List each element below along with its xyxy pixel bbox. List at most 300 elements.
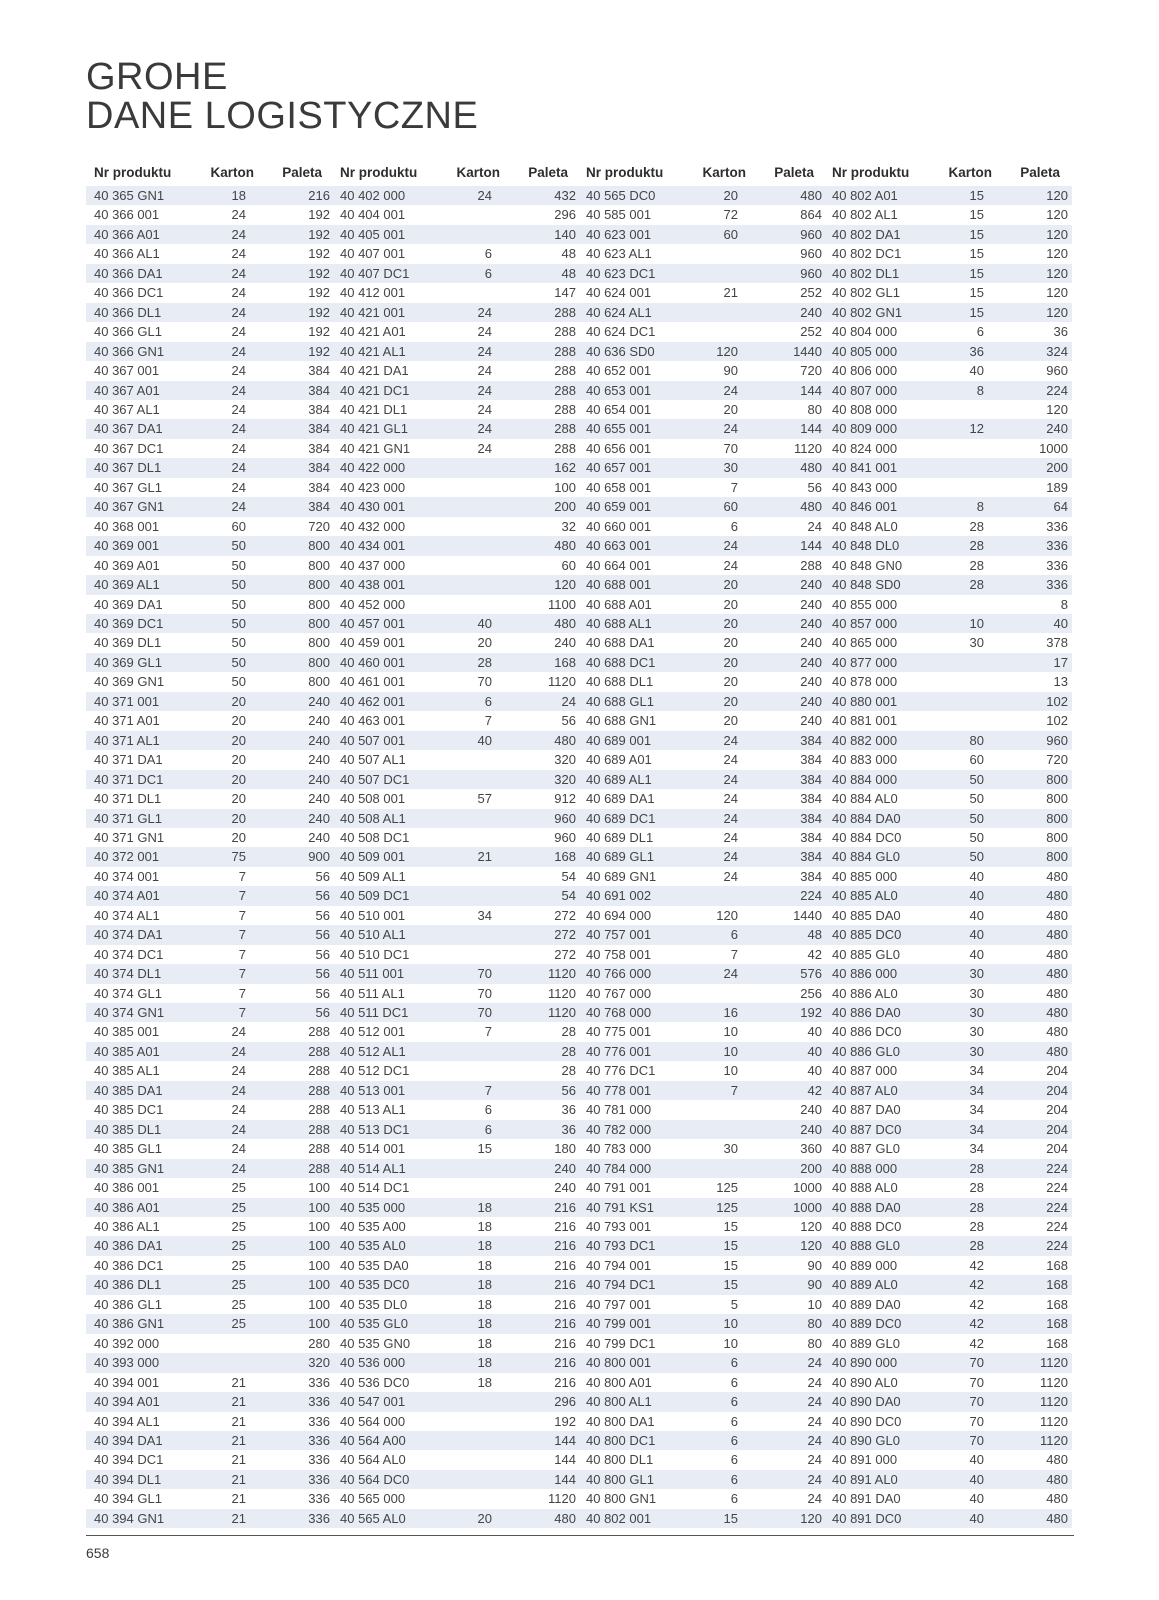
karton-cell [686, 244, 746, 263]
paleta-cell: 42 [746, 1081, 826, 1100]
table-row [332, 1314, 580, 1333]
paleta-cell: 1100 [548, 596, 576, 612]
header-product: Nr produktu [832, 165, 910, 180]
table-row [824, 1450, 1072, 1469]
product-number-cell: 40 784 000 [578, 1159, 686, 1178]
product-number-cell: 40 366 AL1 [94, 246, 160, 262]
paleta-cell: 1000 [793, 1180, 822, 1196]
karton-cell: 42 [932, 1314, 992, 1333]
karton-cell: 50 [932, 809, 992, 828]
paleta-cell: 800 [308, 674, 330, 690]
paleta-cell: 240 [746, 614, 826, 633]
karton-cell: 34 [969, 1141, 984, 1157]
paleta-cell: 36 [561, 1102, 576, 1118]
paleta-cell: 288 [500, 342, 580, 361]
karton-cell [686, 1159, 746, 1178]
karton-cell: 24 [686, 536, 746, 555]
karton-cell: 24 [231, 1063, 246, 1079]
karton-cell: 6 [686, 1431, 746, 1450]
karton-cell: 24 [194, 225, 254, 244]
table-row [86, 828, 334, 847]
karton-cell: 24 [686, 419, 746, 438]
paleta-cell: 800 [1046, 791, 1068, 807]
karton-cell: 7 [194, 1003, 254, 1022]
product-number-cell: 40 366 GL1 [94, 324, 162, 340]
table-row [824, 809, 1072, 828]
table-row [824, 575, 1072, 594]
product-number-cell: 40 688 DA1 [586, 635, 655, 651]
table-row [824, 867, 1072, 886]
paleta-cell: 480 [746, 186, 826, 205]
paleta-cell: 56 [807, 479, 822, 495]
table-row [86, 1022, 334, 1041]
paleta-cell: 1120 [548, 674, 576, 690]
title-line-1: GROHE [86, 56, 228, 98]
table-row [332, 536, 580, 555]
product-number-cell: 40 367 GN1 [86, 497, 194, 516]
karton-cell [440, 1178, 500, 1197]
product-number-cell: 40 782 000 [578, 1120, 686, 1139]
product-number-cell: 40 394 001 [94, 1374, 160, 1390]
karton-cell [932, 653, 992, 672]
table-row [332, 1450, 580, 1469]
table-row [578, 1022, 826, 1041]
paleta-cell: 960 [746, 225, 826, 244]
paleta-cell: 192 [254, 225, 334, 244]
product-number-cell: 40 808 000 [832, 401, 898, 417]
table-row [332, 419, 580, 438]
paleta-cell: 480 [992, 886, 1072, 905]
paleta-cell: 100 [308, 1180, 330, 1196]
table-row [86, 809, 334, 828]
product-number-cell: 40 536 DC0 [340, 1374, 410, 1390]
karton-cell [440, 283, 500, 302]
product-number-cell: 40 535 GN0 [340, 1335, 411, 1351]
paleta-cell: 1120 [548, 1491, 576, 1507]
karton-cell: 7 [730, 946, 738, 962]
karton-cell: 20 [231, 752, 246, 768]
product-number-cell: 40 624 001 [586, 285, 652, 301]
product-number-cell: 40 887 AL0 [824, 1081, 932, 1100]
karton-cell [932, 595, 992, 614]
header-paleta: Paleta [1020, 165, 1060, 180]
product-number-cell: 40 374 A01 [86, 886, 194, 905]
product-number-cell: 40 509 001 [332, 847, 440, 866]
karton-cell [932, 400, 992, 419]
product-number-cell: 40 371 AL1 [86, 731, 194, 750]
product-number-cell: 40 394 DC1 [94, 1452, 164, 1468]
product-number-cell: 40 535 AL0 [332, 1236, 440, 1255]
paleta-cell: 56 [254, 925, 334, 944]
product-number-cell: 40 794 001 [586, 1257, 652, 1273]
paleta-cell: 480 [992, 1003, 1072, 1022]
karton-cell: 42 [969, 1335, 984, 1351]
paleta-cell: 216 [254, 186, 334, 205]
karton-cell: 28 [932, 1236, 992, 1255]
karton-cell: 20 [723, 635, 738, 651]
product-number-cell: 40 660 001 [586, 518, 652, 534]
paleta-cell: 384 [746, 731, 826, 750]
product-number-cell: 40 766 000 [578, 964, 686, 983]
paleta-cell: 480 [1046, 868, 1068, 884]
table-row [578, 1412, 826, 1431]
table-row [332, 1120, 580, 1139]
product-number-cell: 40 887 000 [832, 1063, 898, 1079]
paleta-cell: 320 [554, 752, 576, 768]
table-row [86, 1159, 334, 1178]
karton-cell: 7 [238, 907, 246, 923]
table-row [824, 264, 1072, 283]
paleta-cell: 56 [500, 1081, 580, 1100]
paleta-cell: 56 [315, 946, 330, 962]
product-number-cell: 40 878 000 [832, 674, 898, 690]
product-number-cell: 40 778 001 [578, 1081, 686, 1100]
paleta-cell: 144 [500, 1431, 580, 1450]
product-number-cell: 40 535 000 [332, 1198, 440, 1217]
table-row [332, 244, 580, 263]
karton-cell [440, 1159, 500, 1178]
product-number-cell: 40 513 AL1 [340, 1102, 406, 1118]
table-row [86, 633, 334, 652]
karton-cell: 50 [231, 557, 246, 573]
product-number-cell: 40 800 DL1 [586, 1452, 654, 1468]
page-title [86, 58, 478, 136]
table-row [86, 458, 334, 477]
karton-cell: 6 [730, 1452, 738, 1468]
product-number-cell: 40 564 000 [340, 1413, 406, 1429]
table-row [824, 1081, 1072, 1100]
product-number-cell: 40 800 A01 [586, 1374, 652, 1390]
paleta-cell: 240 [254, 770, 334, 789]
table-row [578, 886, 826, 905]
karton-cell: 50 [231, 596, 246, 612]
paleta-cell: 80 [807, 401, 822, 417]
product-number-cell: 40 452 000 [340, 596, 406, 612]
product-number-cell: 40 689 A01 [586, 752, 652, 768]
karton-cell: 20 [231, 829, 246, 845]
karton-cell: 24 [231, 1024, 246, 1040]
paleta-cell: 216 [500, 1198, 580, 1217]
karton-cell [194, 1353, 254, 1372]
paleta-cell: 272 [554, 907, 576, 923]
product-number-cell: 40 758 001 [586, 946, 652, 962]
paleta-cell: 224 [992, 1198, 1072, 1217]
table-row [578, 1100, 826, 1119]
product-number-cell: 40 624 AL1 [578, 303, 686, 322]
product-number-cell: 40 884 AL0 [832, 791, 898, 807]
product-number-cell: 40 824 000 [832, 440, 898, 456]
product-number-cell: 40 405 001 [332, 225, 440, 244]
paleta-cell: 864 [800, 207, 822, 223]
paleta-cell: 240 [308, 791, 330, 807]
header-paleta: Paleta [528, 165, 568, 180]
table-row [332, 322, 580, 341]
table-row [332, 1159, 580, 1178]
product-number-cell: 40 421 001 [332, 303, 440, 322]
paleta-cell: 800 [1046, 829, 1068, 845]
paleta-cell: 1120 [548, 985, 576, 1001]
karton-cell: 10 [932, 614, 992, 633]
table-row [332, 381, 580, 400]
product-number-cell: 40 366 DC1 [94, 285, 164, 301]
product-number-cell: 40 366 001 [94, 207, 160, 223]
paleta-cell: 288 [800, 557, 822, 573]
product-number-cell: 40 386 A01 [86, 1198, 194, 1217]
paleta-cell: 800 [308, 635, 330, 651]
header-karton: Karton [210, 165, 254, 180]
paleta-cell: 240 [746, 1120, 826, 1139]
product-number-cell: 40 883 000 [832, 752, 898, 768]
table-row [332, 439, 580, 458]
paleta-cell: 240 [800, 674, 822, 690]
paleta-cell: 384 [746, 809, 826, 828]
table-row [578, 692, 826, 711]
product-number-cell: 40 457 001 [332, 614, 440, 633]
table-row [86, 789, 334, 808]
paleta-cell: 960 [1046, 363, 1068, 379]
paleta-cell: 576 [746, 964, 826, 983]
karton-cell: 20 [723, 674, 738, 690]
product-number-cell: 40 585 001 [586, 207, 652, 223]
karton-cell: 15 [477, 1141, 492, 1157]
karton-cell: 10 [723, 1063, 738, 1079]
karton-cell: 24 [194, 303, 254, 322]
paleta-cell: 960 [500, 809, 580, 828]
karton-cell: 24 [723, 791, 738, 807]
product-number-cell: 40 691 002 [578, 886, 686, 905]
paleta-cell: 90 [746, 1275, 826, 1294]
paleta-cell: 480 [500, 1509, 580, 1528]
karton-cell: 7 [194, 925, 254, 944]
table-row [332, 945, 580, 964]
table-row [578, 1353, 826, 1372]
karton-cell: 20 [686, 614, 746, 633]
table-row [86, 750, 334, 769]
product-number-cell: 40 407 DC1 [332, 264, 440, 283]
karton-cell: 6 [976, 324, 984, 340]
paleta-cell: 384 [746, 770, 826, 789]
karton-cell: 50 [932, 770, 992, 789]
product-number-cell: 40 767 000 [586, 985, 652, 1001]
table-row [86, 1042, 334, 1061]
product-number-cell: 40 799 001 [578, 1314, 686, 1333]
product-number-cell: 40 799 DC1 [586, 1335, 656, 1351]
product-number-cell: 40 884 000 [824, 770, 932, 789]
paleta-cell: 100 [308, 1257, 330, 1273]
table-row [86, 1120, 334, 1139]
paleta-cell: 168 [1046, 1257, 1068, 1273]
paleta-cell: 54 [561, 868, 576, 884]
table-row [332, 750, 580, 769]
karton-cell: 50 [969, 829, 984, 845]
paleta-cell: 64 [992, 497, 1072, 516]
product-number-cell: 40 434 001 [332, 536, 440, 555]
table-row [332, 711, 580, 730]
product-number-cell: 40 514 AL1 [332, 1159, 440, 1178]
karton-cell: 34 [969, 1063, 984, 1079]
product-number-cell: 40 623 001 [578, 225, 686, 244]
product-number-cell: 40 514 001 [340, 1141, 406, 1157]
karton-cell: 50 [231, 674, 246, 690]
karton-cell: 15 [969, 285, 984, 301]
paleta-cell: 960 [800, 246, 822, 262]
paleta-cell: 24 [807, 1374, 822, 1390]
karton-cell: 20 [723, 401, 738, 417]
product-number-cell: 40 365 GN1 [86, 186, 194, 205]
table-row [824, 1412, 1072, 1431]
table-row [824, 1120, 1072, 1139]
product-number-cell: 40 367 AL1 [94, 401, 160, 417]
paleta-cell: 324 [992, 342, 1072, 361]
logistics-table-4 [824, 159, 1072, 1528]
karton-cell: 42 [969, 1296, 984, 1312]
table-row [824, 945, 1072, 964]
karton-cell: 15 [969, 207, 984, 223]
product-number-cell: 40 857 000 [824, 614, 932, 633]
paleta-cell: 54 [500, 886, 580, 905]
table-row [332, 1178, 580, 1197]
product-number-cell: 40 371 GN1 [94, 829, 165, 845]
table-row [86, 205, 334, 224]
paleta-cell: 288 [554, 401, 576, 417]
paleta-cell: 204 [1046, 1141, 1068, 1157]
karton-cell: 120 [716, 907, 738, 923]
table-row [332, 1373, 580, 1392]
karton-cell: 28 [932, 575, 992, 594]
table-row [86, 1275, 334, 1294]
product-number-cell: 40 511 DC1 [332, 1003, 440, 1022]
paleta-cell: 480 [1046, 1452, 1068, 1468]
karton-cell: 24 [477, 401, 492, 417]
paleta-cell: 1120 [1040, 1413, 1068, 1429]
paleta-cell: 120 [992, 264, 1072, 283]
table-row [578, 342, 826, 361]
paleta-cell: 200 [746, 1159, 826, 1178]
karton-cell: 30 [969, 635, 984, 651]
table-row [86, 1509, 334, 1528]
product-number-cell: 40 658 001 [586, 479, 652, 495]
karton-cell: 24 [231, 401, 246, 417]
product-number-cell: 40 891 000 [832, 1452, 898, 1468]
paleta-cell: 1120 [500, 1003, 580, 1022]
header-karton: Karton [948, 165, 992, 180]
paleta-cell: 224 [746, 886, 826, 905]
paleta-cell: 336 [254, 1431, 334, 1450]
karton-cell: 28 [969, 1180, 984, 1196]
table-row [578, 770, 826, 789]
table-row [332, 1217, 580, 1236]
karton-cell [440, 575, 500, 594]
table-row [578, 809, 826, 828]
karton-cell [440, 1431, 500, 1450]
karton-cell [440, 828, 500, 847]
paleta-cell: 168 [1046, 1335, 1068, 1351]
paleta-cell: 120 [800, 1219, 822, 1235]
karton-cell: 24 [231, 440, 246, 456]
karton-cell: 40 [969, 907, 984, 923]
paleta-cell: 100 [254, 1275, 334, 1294]
table-row [824, 244, 1072, 263]
product-number-cell: 40 623 AL1 [586, 246, 652, 262]
table-row [578, 283, 826, 302]
paleta-cell: 296 [554, 207, 576, 223]
paleta-cell: 216 [554, 1219, 576, 1235]
product-number-cell: 40 885 DC0 [824, 925, 932, 944]
paleta-cell: 102 [1046, 713, 1068, 729]
table-row [824, 1139, 1072, 1158]
table-row [578, 1334, 826, 1353]
paleta-cell: 100 [254, 1198, 334, 1217]
karton-cell [440, 536, 500, 555]
product-number-cell: 40 802 DL1 [824, 264, 932, 283]
paleta-cell: 1440 [746, 342, 826, 361]
table-row [824, 750, 1072, 769]
table-row [332, 186, 580, 205]
karton-cell: 7 [194, 886, 254, 905]
product-number-cell: 40 775 001 [586, 1024, 652, 1040]
table-row [578, 828, 826, 847]
paleta-cell: 1120 [992, 1392, 1072, 1411]
table-row [824, 322, 1072, 341]
karton-cell: 50 [194, 575, 254, 594]
karton-cell: 40 [969, 946, 984, 962]
header-product: Nr produktu [94, 165, 172, 180]
karton-cell: 6 [686, 1470, 746, 1489]
paleta-cell: 144 [554, 1452, 576, 1468]
product-number-cell: 40 367 A01 [86, 381, 194, 400]
product-number-cell: 40 757 001 [578, 925, 686, 944]
paleta-cell: 13 [1053, 674, 1068, 690]
karton-cell: 15 [969, 246, 984, 262]
product-number-cell: 40 421 DA1 [340, 363, 409, 379]
karton-cell: 7 [238, 985, 246, 1001]
karton-cell: 50 [932, 847, 992, 866]
product-number-cell: 40 776 001 [578, 1042, 686, 1061]
table-row [86, 1081, 334, 1100]
karton-cell [440, 1470, 500, 1489]
paleta-cell: 17 [992, 653, 1072, 672]
table-row [332, 1236, 580, 1255]
karton-cell: 24 [194, 1159, 254, 1178]
table-row [86, 497, 334, 516]
karton-cell: 50 [231, 635, 246, 651]
product-number-cell: 40 508 DC1 [340, 829, 410, 845]
product-number-cell: 40 884 DC0 [832, 829, 902, 845]
product-number-cell: 40 510 DC1 [340, 946, 410, 962]
karton-cell: 70 [932, 1392, 992, 1411]
product-number-cell: 40 689 AL1 [578, 770, 686, 789]
paleta-cell: 80 [807, 1335, 822, 1351]
karton-cell: 15 [932, 303, 992, 322]
karton-cell: 15 [723, 1257, 738, 1273]
table-row [578, 478, 826, 497]
table-row [824, 847, 1072, 866]
product-number-cell: 40 367 DA1 [86, 419, 194, 438]
table-row [824, 1373, 1072, 1392]
karton-cell: 7 [730, 479, 738, 495]
paleta-cell: 180 [554, 1141, 576, 1157]
paleta-cell: 1000 [746, 1198, 826, 1217]
product-number-cell: 40 368 001 [94, 518, 160, 534]
product-number-cell: 40 884 GL0 [824, 847, 932, 866]
table-row [824, 828, 1072, 847]
paleta-cell: 288 [254, 1159, 334, 1178]
table-row [578, 1198, 826, 1217]
product-number-cell: 40 884 DA0 [824, 809, 932, 828]
paleta-cell: 40 [807, 1063, 822, 1079]
table-row [824, 1470, 1072, 1489]
product-number-cell: 40 888 000 [824, 1159, 932, 1178]
